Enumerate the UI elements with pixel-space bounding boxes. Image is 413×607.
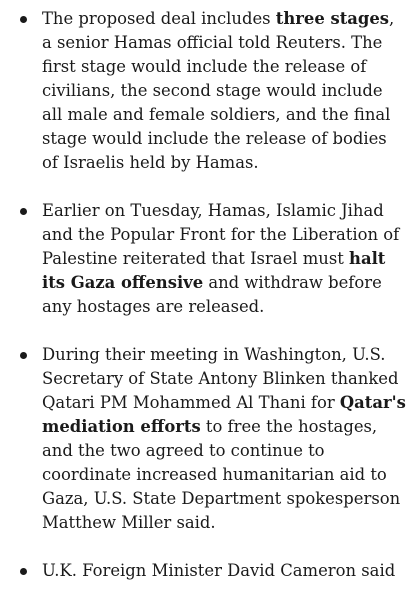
bold-phrase: Qatar's mediation efforts [42,393,406,436]
bullet-text [42,201,399,316]
bullet-item-three-stages [0,7,413,175]
bullet-dot-icon [20,568,27,575]
bullet-item-cameron [0,559,413,583]
article-bullet-list [0,7,413,607]
text-segment: Earlier on Tuesday, Hamas, Islamic Jihad and the Popular Front for the Liberation of Palestine reiterated that Israel must [42,201,400,268]
text-segment: to free the hostages, and the two agreed to continue to coordinate increased humanitarian aid to Gaza, U.S. State Department spokesperson Matthew Miller said. [42,417,401,532]
bullet-dot-icon [20,352,27,359]
bullet-dot-icon [20,16,27,23]
bullet-text [42,345,406,532]
text-segment: During their meeting in Washington, U.S. Secretary of State Antony Blinken thanked Qatari PM Mohammed Al Thani for [42,345,399,412]
bold-phrase: three stages [275,9,390,28]
bullet-text [42,9,394,172]
text-segment: , a senior Hamas official told Reuters. The first stage would include the release of civilians, the second stage would include all male and female soldiers, and the final stage would include the release of bodies of Israelis held by Hamas. [42,9,395,172]
text-segment: The proposed deal includes [42,9,276,28]
bullet-item-halt-offensive [0,199,413,319]
bullet-text [42,561,395,580]
text-segment: and withdraw before any hostages are released. [42,273,382,316]
bold-phrase: halt its Gaza offensive [42,249,386,292]
bullet-dot-icon [20,208,27,215]
bullet-item-qatar-mediation [0,343,413,535]
text-segment: U.K. Foreign Minister David Cameron said [42,561,396,580]
